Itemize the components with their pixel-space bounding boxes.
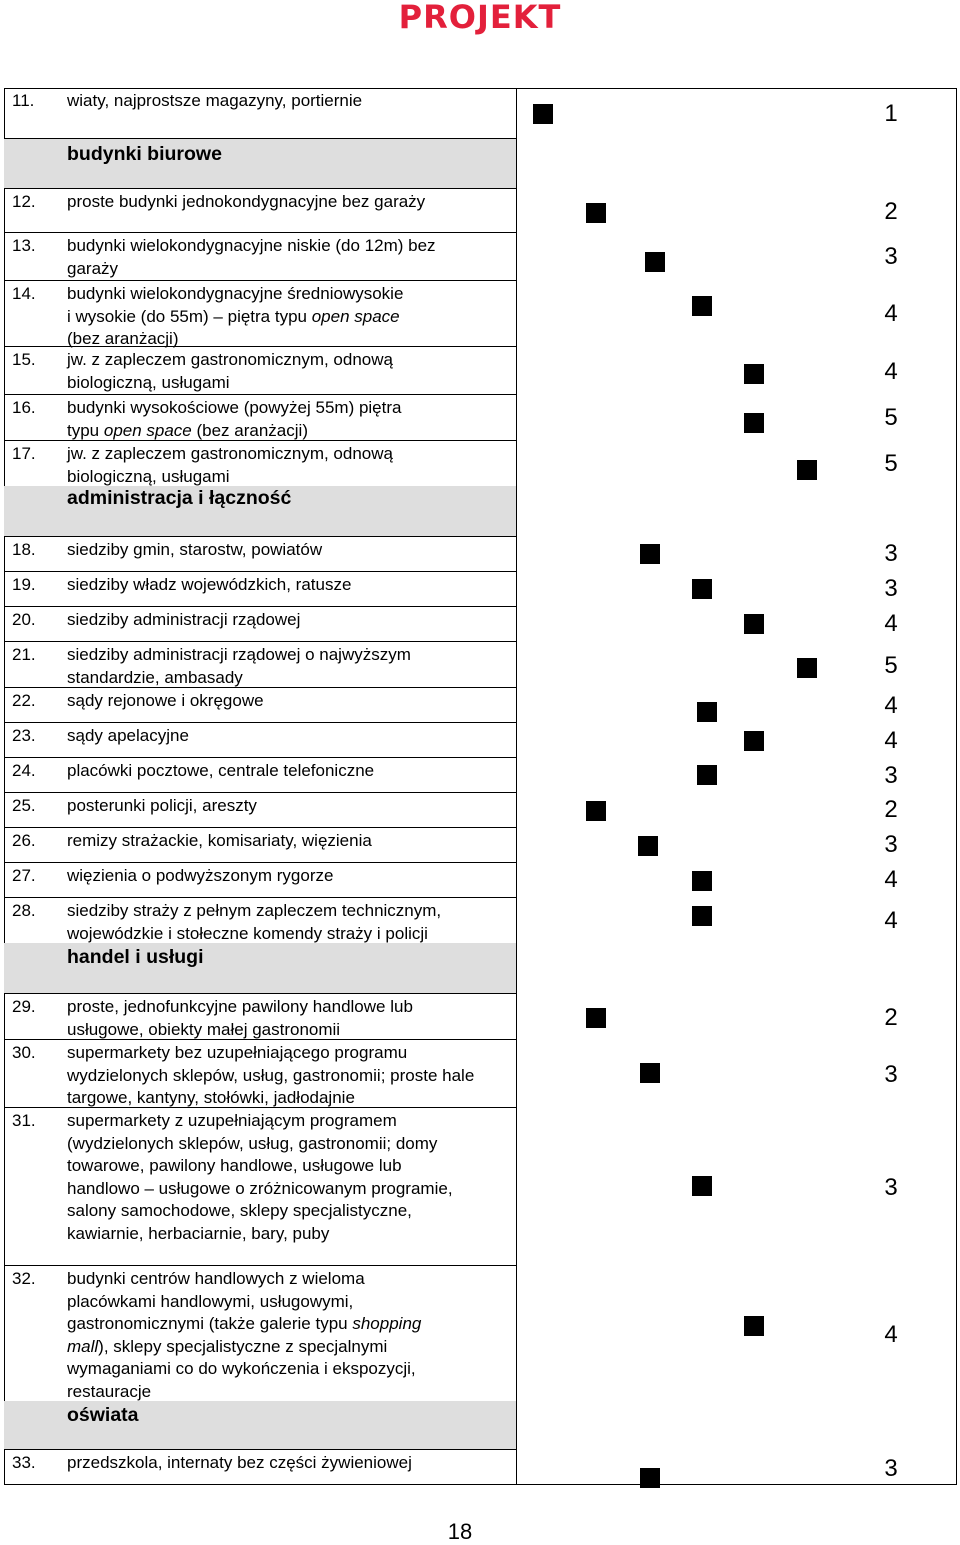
category-value: 4: [884, 1321, 898, 1348]
table-row: [4, 897, 516, 943]
category-value: 3: [884, 762, 898, 789]
category-value: 2: [884, 796, 898, 823]
table-row: [4, 606, 516, 641]
category-value: 4: [884, 727, 898, 754]
category-marker: [586, 203, 606, 223]
category-value: 3: [884, 1061, 898, 1088]
table-row: [4, 1265, 516, 1401]
category-marker: [692, 579, 712, 599]
table-row: [4, 280, 516, 346]
section-label: oświata: [67, 1404, 139, 1426]
row-number: 30.: [12, 1043, 36, 1062]
row-number: 25.: [12, 796, 36, 815]
row-number: 11.: [12, 91, 35, 110]
row-number: 19.: [12, 575, 36, 594]
category-value: 3: [884, 1455, 898, 1482]
row-number: 13.: [12, 236, 36, 255]
row-text: posterunki policji, areszty: [67, 796, 257, 815]
row-text: proste, jednofunkcyjne pawilony handlowe lub usługowe, obiekty małej gastronomii: [67, 997, 413, 1039]
row-number: 21.: [12, 645, 36, 664]
table-row: [4, 536, 516, 571]
row-text: sądy rejonowe i okręgowe: [67, 691, 264, 710]
row-text: budynki wielokondygnacyjne niskie (do 12m) bez garaży: [67, 236, 436, 278]
category-marker: [697, 702, 717, 722]
section-header: [4, 486, 516, 536]
category-value: 5: [884, 450, 898, 477]
category-value: 3: [884, 243, 898, 270]
table-row: [4, 346, 516, 394]
table-row: [4, 993, 516, 1039]
row-text: proste budynki jednokondygnacyjne bez garaży: [67, 192, 426, 211]
section-header: [4, 1401, 516, 1449]
table-row: [4, 1449, 516, 1485]
row-text: siedziby administracji rządowej: [67, 610, 301, 629]
table-row: [4, 641, 516, 687]
table-row: [4, 88, 516, 138]
table-row: [4, 757, 516, 792]
table-row: [4, 440, 516, 486]
row-number: 32.: [12, 1269, 36, 1288]
table-divider: [516, 88, 517, 1485]
row-text: placówki pocztowe, centrale telefoniczne: [67, 761, 375, 780]
table-row: [4, 571, 516, 606]
section-header: [4, 138, 516, 188]
category-marker: [797, 658, 817, 678]
category-marker: [697, 765, 717, 785]
category-value: 2: [884, 1004, 898, 1031]
category-value: 5: [884, 404, 898, 431]
row-text: jw. z zapleczem gastronomicznym, odnową biologiczną, usługami: [67, 444, 393, 486]
row-text: jw. z zapleczem gastronomicznym, odnową biologiczną, usługami: [67, 350, 393, 392]
row-number: 16.: [12, 398, 36, 417]
table-row: [4, 1107, 516, 1265]
category-value: 3: [884, 540, 898, 567]
row-text: siedziby gmin, starostw, powiatów: [67, 540, 323, 559]
row-text: przedszkola, internaty bez części żywieniowej: [67, 1453, 412, 1472]
category-value: 1: [884, 100, 898, 127]
category-marker: [692, 871, 712, 891]
category-value: 4: [884, 358, 898, 385]
category-marker: [744, 614, 764, 634]
row-number: 17.: [12, 444, 36, 463]
row-number: 18.: [12, 540, 36, 559]
category-marker: [640, 544, 660, 564]
row-number: 31.: [12, 1111, 36, 1130]
category-value: 4: [884, 610, 898, 637]
row-number: 26.: [12, 831, 36, 850]
table-row: [4, 687, 516, 722]
category-marker: [744, 364, 764, 384]
section-label: administracja i łączność: [67, 487, 292, 509]
row-number: 22.: [12, 691, 36, 710]
category-marker: [645, 252, 665, 272]
category-marker: [586, 1008, 606, 1028]
row-text: siedziby straży z pełnym zapleczem technicznym, wojewódzkie i stołeczne komendy straży i policji: [67, 901, 442, 943]
category-marker: [744, 413, 764, 433]
category-marker: [533, 104, 553, 124]
row-text: supermarkety z uzupełniającym programem (wydzielonych sklepów, usług, gastronomii; domy towarowe, pawilony handlowe, usługowe lub handlowo – usługowe o zróżnicowanym programie, salony samochodowe, sklepy specjalistyczne, kawiarnie, herbaciarnie, bary, puby: [67, 1111, 453, 1243]
section-label: budynki biurowe: [67, 143, 222, 165]
row-text: sądy apelacyjne: [67, 726, 189, 745]
category-marker: [638, 836, 658, 856]
row-text: budynki wysokościowe (powyżej 55m) piętra typu open space (bez aranżacji): [67, 398, 402, 440]
category-marker: [640, 1063, 660, 1083]
row-number: 29.: [12, 997, 36, 1016]
table-row: [4, 394, 516, 440]
category-value: 4: [884, 866, 898, 893]
category-value: 5: [884, 652, 898, 679]
table-row: [4, 188, 516, 232]
row-number: 15.: [12, 350, 36, 369]
row-text: remizy strażackie, komisariaty, więzienia: [67, 831, 372, 850]
table-row: [4, 232, 516, 280]
row-number: 20.: [12, 610, 36, 629]
table-row: [4, 1039, 516, 1107]
row-number: 27.: [12, 866, 36, 885]
row-number: 28.: [12, 901, 36, 920]
category-marker: [640, 1468, 660, 1488]
category-value: 3: [884, 1174, 898, 1201]
table-row: [4, 722, 516, 757]
table-row: [4, 862, 516, 897]
section-header: [4, 943, 516, 993]
category-value: 2: [884, 198, 898, 225]
row-number: 33.: [12, 1453, 36, 1472]
row-number: 23.: [12, 726, 36, 745]
row-text: budynki wielokondygnacyjne średniowysokie i wysokie (do 55m) – piętra typu open space (bez aranżacji): [67, 284, 404, 348]
category-marker: [744, 1316, 764, 1336]
category-value: 3: [884, 831, 898, 858]
category-marker: [692, 296, 712, 316]
row-number: 14.: [12, 284, 36, 303]
category-value: 4: [884, 907, 898, 934]
row-text: siedziby administracji rządowej o najwyższym standardzie, ambasady: [67, 645, 411, 687]
table-row: [4, 792, 516, 827]
projekt-stamp: PROJEKT: [398, 0, 562, 36]
row-number: 12.: [12, 192, 36, 211]
category-value: 4: [884, 692, 898, 719]
category-marker: [797, 460, 817, 480]
row-number: 24.: [12, 761, 36, 780]
category-marker: [692, 1176, 712, 1196]
section-label: handel i usługi: [67, 946, 204, 968]
category-value: 3: [884, 575, 898, 602]
category-value: 4: [884, 300, 898, 327]
row-text: wiaty, najprostsze magazyny, portiernie: [67, 91, 363, 110]
category-marker: [692, 906, 712, 926]
row-text: supermarkety bez uzupełniającego programu wydzielonych sklepów, usług, gastronomii; proste hale targowe, kantyny, stołówki, jadłodajnie: [67, 1043, 475, 1107]
category-marker: [744, 731, 764, 751]
table-row: [4, 827, 516, 862]
row-text: siedziby władz wojewódzkich, ratusze: [67, 575, 352, 594]
page-number: 18: [447, 1519, 473, 1544]
category-marker: [586, 801, 606, 821]
row-text: budynki centrów handlowych z wieloma placówkami handlowymi, usługowymi, gastronomicznymi (także galerie typu shopping mall), sklepy specjalistyczne z specjalnymi wymaganiami co do wykończenia i ekspozycji, restauracje: [67, 1269, 422, 1401]
row-text: więzienia o podwyższonym rygorze: [67, 866, 334, 885]
